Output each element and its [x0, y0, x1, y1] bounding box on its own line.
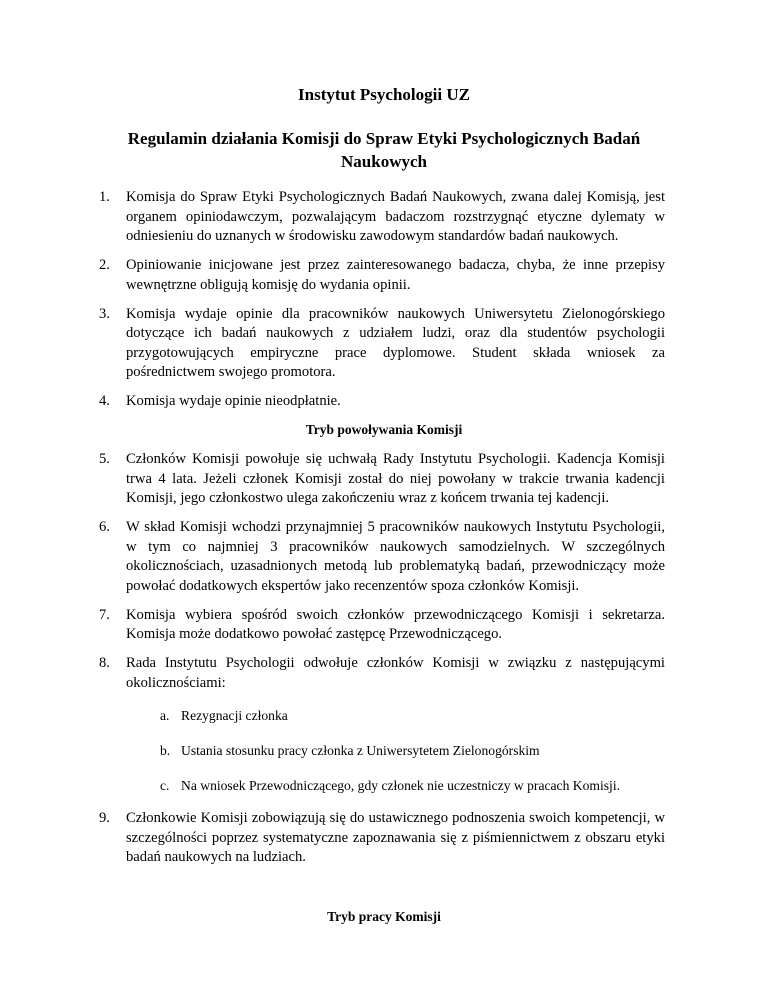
rule-item: [99, 606, 665, 645]
rule-item: [99, 518, 665, 596]
document-title: Regulamin działania Komisji do Spraw Etyki Psychologicznych Badań Naukowych: [127, 129, 641, 171]
rule-text: Komisja do Spraw Etyki Psychologicznych Badań Naukowych, zwana dalej Komisją, jest organem opiniodawczym, pozwalającym badaczom rozstrzygnąć etyczne dylematy w odniesieniu do uznanych w środowisku zawodowym standardów badań naukowych.: [126, 189, 665, 244]
rule-number: 3.: [99, 305, 110, 322]
rule-text: Komisja wydaje opinie dla pracowników naukowych Uniwersytetu Zielonogórskiego dotyczące ich badań naukowych z udziałem ludzi, oraz dla studentów psychologii przygotowujących empiryczne prace dyplomowe. Student składa wniosek za pośrednictwem swojego promotora.: [126, 305, 665, 380]
sub-item-letter: a.: [160, 708, 170, 723]
rule-item: [99, 256, 665, 295]
sub-item: [126, 707, 665, 725]
section-heading-appointment: Tryb powoływania Komisji: [305, 422, 463, 437]
section-heading-work-mode: Tryb pracy Komisji: [327, 908, 441, 924]
sub-item: [126, 742, 665, 760]
rule-number: 8.: [99, 655, 110, 671]
sub-item-text: Rezygnacji członka: [181, 708, 288, 723]
rule-item: [99, 654, 665, 795]
rule-item: [99, 450, 665, 509]
rule-text: Członkowie Komisji zobowiązują się do ustawicznego podnoszenia swoich kompetencji, w szczególności poprzez systematyczne zapoznawania się z piśmiennictwem z obszaru etyki badań naukowych na ludziach.: [126, 810, 665, 865]
rule-number: 9.: [99, 810, 110, 826]
rule-item: [99, 188, 665, 247]
rule-text: Komisja wydaje opinie nieodpłatnie.: [126, 393, 341, 409]
rules-list-part-1: [99, 188, 665, 412]
institute-title: Instytut Psychologii UZ: [298, 85, 470, 104]
sub-item-text: Ustania stosunku pracy członka z Uniwersytetem Zielonogórskim: [181, 743, 540, 758]
sub-item-letter: c.: [160, 778, 170, 793]
rule-number: 4.: [99, 393, 110, 409]
rule-text: Rada Instytutu Psychologii odwołuje członków Komisji w związku z następującymi okolicznościami:: [126, 655, 665, 691]
rule-text: Komisja wybiera spośród swoich członków przewodniczącego Komisji i sekretarza. Komisja może dodatkowo powołać zastępcę Przewodniczącego.: [126, 606, 665, 642]
rule-text: Członków Komisji powołuje się uchwałą Rady Instytutu Psychologii. Kadencja Komisji trwa 4 lata. Jeżeli członek Komisji został do niej powołany w trakcie trwania kadencji Komisji, jego członkostwo ulega zakończeniu wraz z końcem trwania tej kadencji.: [126, 451, 665, 506]
sub-item: [126, 777, 665, 795]
rule-text: W skład Komisji wchodzi przynajmniej 5 pracowników naukowych Instytutu Psychologii, w tym co najmniej 3 pracowników naukowych samodzielnych. W szczególnych okolicznościach, uzasadnionych metodą lub problematyką badań, przewodniczący może powołać dodatkowych ekspertów jako recenzentów spoza członków Komisji.: [126, 519, 665, 594]
rule-text: Opiniowanie inicjowane jest przez zainteresowanego badacza, chyba, że inne przepisy wewnętrzne obligują komisję do wydania opinii.: [126, 257, 665, 293]
rules-list-part-2: [99, 450, 665, 868]
rule-number: 7.: [99, 606, 110, 623]
rule-item: [99, 809, 665, 868]
sub-item-letter: b.: [160, 743, 171, 758]
rule-number: 2.: [99, 257, 110, 273]
rule-number: 5.: [99, 451, 110, 467]
dismissal-reasons-list: [126, 707, 665, 795]
sub-item-text: Na wniosek Przewodniczącego, gdy członek nie uczestniczy w pracach Komisji.: [181, 778, 620, 793]
rule-item: [99, 392, 665, 412]
rule-item: [99, 305, 665, 383]
rule-number: 1.: [99, 189, 110, 205]
rule-number: 6.: [99, 519, 110, 535]
